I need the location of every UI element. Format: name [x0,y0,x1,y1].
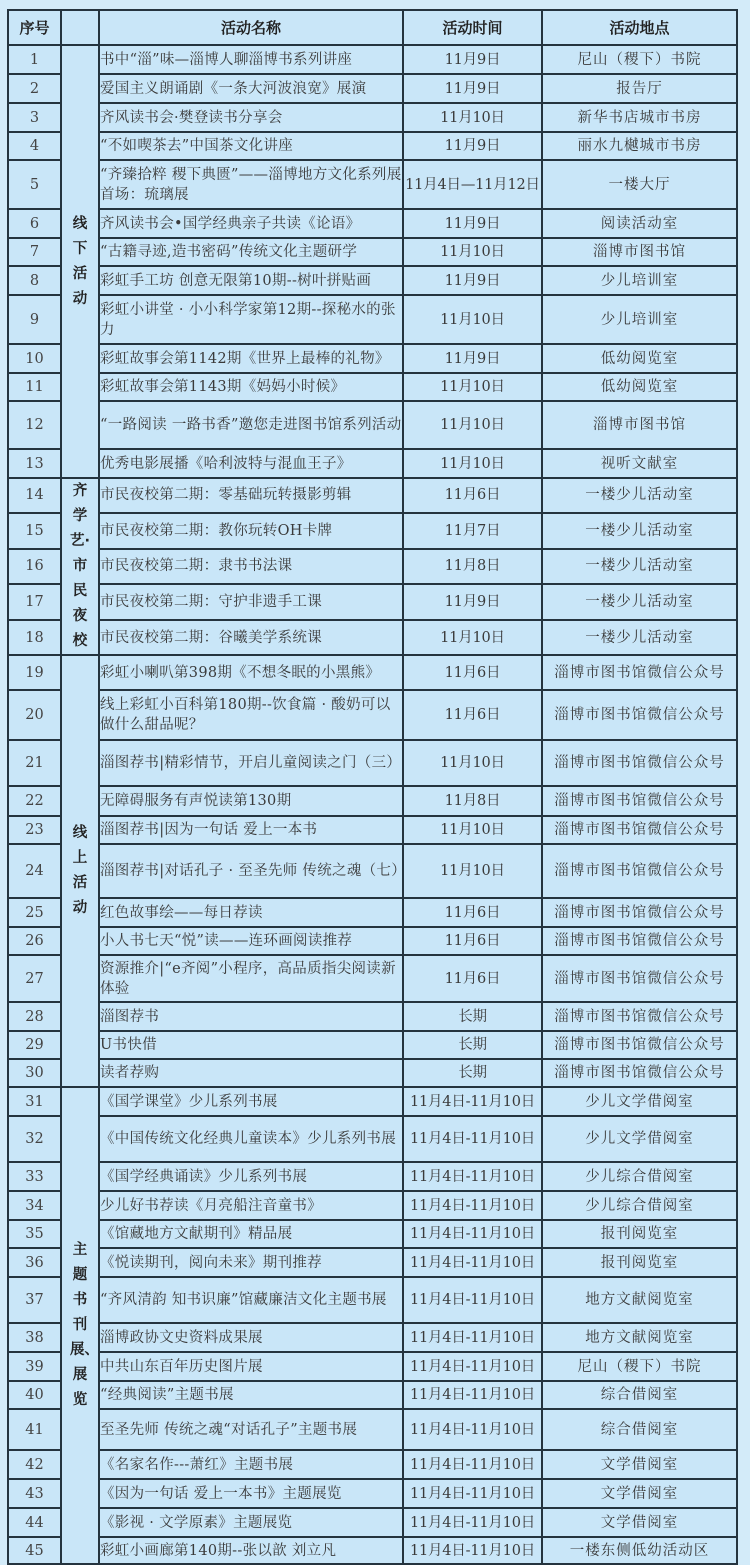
category-cell [61,655,99,1087]
row-index: 9 [8,295,61,344]
row-index: 15 [8,513,61,549]
row-index: 34 [8,1191,61,1220]
table-row [8,620,737,655]
row-index: 19 [8,655,61,690]
activity-name: 淄图荐书|对话孔子 · 至圣先师 传统之魂（七） [99,844,403,898]
table-row [8,1323,737,1352]
row-index: 29 [8,1031,61,1059]
activity-time: 11月4日-11月10日 [403,1191,542,1220]
activity-time: 11月9日 [403,209,542,238]
activity-time: 11月10日 [403,238,542,266]
table-header-row [8,10,737,45]
activity-place: 少儿培训室 [542,295,737,344]
activity-place: 淄博市图书馆微信公众号 [542,1059,737,1087]
activity-time: 11月9日 [403,266,542,295]
activity-time: 11月4日-11月10日 [403,1537,542,1564]
activity-time: 11月10日 [403,620,542,655]
activity-time: 11月10日 [403,816,542,844]
activity-place: 尼山（稷下）书院 [542,1352,737,1381]
activity-time: 11月8日 [403,786,542,816]
category-cell [61,478,99,655]
activity-name: 红色故事绘——每日荐读 [99,898,403,927]
category-cell [61,1087,99,1564]
category-label: 齐学艺·市民夜校 [70,483,91,649]
activity-place: 阅读活动室 [542,209,737,238]
activity-time: 11月10日 [403,103,542,132]
activity-name: 齐风读书会•国学经典亲子共读《论语》 [99,209,403,238]
row-index: 37 [8,1277,61,1323]
row-index: 7 [8,238,61,266]
table-row [8,844,737,898]
activity-place: 淄博市图书馆微信公众号 [542,1031,737,1059]
activity-time: 11月9日 [403,74,542,103]
activity-name: 至圣先师 传统之魂“对话孔子”主题书展 [99,1409,403,1450]
table-row [8,1352,737,1381]
activity-name: 淄图荐书|因为一句话 爱上一本书 [99,816,403,844]
activity-time: 11月4日-11月10日 [403,1323,542,1352]
row-index: 17 [8,584,61,620]
row-index: 12 [8,401,61,449]
activity-name: “经典阅读”主题书展 [99,1381,403,1409]
activity-name: “不如喫茶去”中国茶文化讲座 [99,132,403,160]
activity-name: 齐风读书会·樊登读书分享会 [99,103,403,132]
row-index: 41 [8,1409,61,1450]
row-index: 30 [8,1059,61,1087]
table-row [8,1479,737,1508]
activity-name: 市民夜校第二期：零基础玩转摄影剪辑 [99,478,403,513]
table-row [8,690,737,740]
row-index: 6 [8,209,61,238]
table-row [8,266,737,295]
activity-place: 淄博市图书馆微信公众号 [542,816,737,844]
activity-time: 11月10日 [403,449,542,478]
row-index: 27 [8,955,61,1002]
activity-place: 文学借阅室 [542,1479,737,1508]
row-index: 39 [8,1352,61,1381]
table-row [8,1116,737,1162]
activity-time: 11月6日 [403,690,542,740]
category-cell [61,45,99,478]
activity-place: 淄博市图书馆微信公众号 [542,898,737,927]
activity-name: 市民夜校第二期：教你玩转OH卡牌 [99,513,403,549]
activity-time: 11月4日-11月10日 [403,1381,542,1409]
activity-place: 一楼少儿活动室 [542,549,737,584]
activity-time: 11月4日-11月10日 [403,1479,542,1508]
table-row [8,45,737,74]
activity-name: 彩虹小画廊第140期--张以歆 刘立凡 [99,1537,403,1564]
table-row [8,74,737,103]
activity-place: 文学借阅室 [542,1508,737,1537]
row-index: 26 [8,927,61,955]
table-row [8,1508,737,1537]
activity-place: 淄博市图书馆 [542,401,737,449]
activity-time: 11月4日-11月10日 [403,1450,542,1479]
row-index: 14 [8,478,61,513]
table-row [8,1537,737,1564]
category-label: 线下活动 [72,215,88,307]
activity-place: 综合借阅室 [542,1409,737,1450]
activity-name: 读者荐购 [99,1059,403,1087]
table-row [8,344,737,373]
activity-place: 尼山（稷下）书院 [542,45,737,74]
category-label: 主题书刊展、展览 [70,1242,99,1408]
row-index: 1 [8,45,61,74]
row-index: 3 [8,103,61,132]
activity-place: 少儿综合借阅室 [542,1191,737,1220]
activity-place: 淄博市图书馆微信公众号 [542,955,737,1002]
activity-time: 长期 [403,1002,542,1031]
table-row [8,1409,737,1450]
activity-place: 淄博市图书馆 [542,238,737,266]
header-category [61,10,99,45]
row-index: 10 [8,344,61,373]
table-row [8,1220,737,1248]
activity-place: 低幼阅览室 [542,344,737,373]
table-row [8,1381,737,1409]
activity-time: 11月4日-11月10日 [403,1162,542,1191]
header-activity-time: 活动时间 [403,10,542,45]
activity-place: 一楼少儿活动室 [542,620,737,655]
activity-name: “齐风清韵 知书识廉”馆藏廉洁文化主题书展 [99,1277,403,1323]
table-row [8,1162,737,1191]
table-row [8,1087,737,1116]
table-row [8,955,737,1002]
row-index: 42 [8,1450,61,1479]
activity-name: 少儿好书荐读《月亮船注音童书》 [99,1191,403,1220]
activity-place: 丽水九樾城市书房 [542,132,737,160]
activity-name: 彩虹小讲堂 · 小小科学家第12期--探秘水的张力 [99,295,403,344]
row-index: 45 [8,1537,61,1564]
table-row [8,103,737,132]
activity-name: 《馆藏地方文献期刊》精品展 [99,1220,403,1248]
activity-time: 11月9日 [403,344,542,373]
header-activity-name: 活动名称 [99,10,403,45]
activity-name: “一路阅读 一路书香”邀您走进图书馆系列活动 [99,401,403,449]
activity-time: 11月4日-11月10日 [403,1248,542,1277]
activity-name: 《名家名作---萧红》主题书展 [99,1450,403,1479]
activity-name: 无障碍服务有声悦读第130期 [99,786,403,816]
table-body [8,45,737,1564]
activity-time: 11月10日 [403,373,542,401]
table-row [8,132,737,160]
activity-name: 淄图荐书 [99,1002,403,1031]
activity-time: 11月4日-11月10日 [403,1508,542,1537]
row-index: 8 [8,266,61,295]
table-row [8,1248,737,1277]
row-index: 23 [8,816,61,844]
table-row [8,513,737,549]
row-index: 2 [8,74,61,103]
activity-time: 11月6日 [403,898,542,927]
table-row [8,927,737,955]
activity-time: 11月4日-11月10日 [403,1116,542,1162]
activity-time: 11月4日-11月10日 [403,1087,542,1116]
table-row [8,584,737,620]
activity-time: 长期 [403,1059,542,1087]
activity-time: 11月9日 [403,132,542,160]
activity-place: 少儿综合借阅室 [542,1162,737,1191]
activity-name: 资源推介|“e齐阅”小程序，高品质指尖阅读新体验 [99,955,403,1002]
activity-place: 新华书店城市书房 [542,103,737,132]
activity-name: 彩虹故事会第1142期《世界上最棒的礼物》 [99,344,403,373]
row-index: 20 [8,690,61,740]
activity-time: 11月7日 [403,513,542,549]
activity-name: 《因为一句话 爱上一本书》主题展览 [99,1479,403,1508]
activity-name: 《悦读期刊，阅向未来》期刊推荐 [99,1248,403,1277]
activity-name: 中共山东百年历史图片展 [99,1352,403,1381]
activity-place: 地方文献阅览室 [542,1277,737,1323]
table-row [8,401,737,449]
row-index: 5 [8,160,61,209]
row-index: 25 [8,898,61,927]
activity-time: 11月10日 [403,740,542,786]
activity-place: 一楼少儿活动室 [542,478,737,513]
activity-time: 11月9日 [403,45,542,74]
activity-place: 一楼少儿活动室 [542,513,737,549]
activity-place: 淄博市图书馆微信公众号 [542,740,737,786]
activity-place: 淄博市图书馆微信公众号 [542,927,737,955]
activity-place: 视听文献室 [542,449,737,478]
activity-name: 市民夜校第二期：谷曦美学系统课 [99,620,403,655]
activity-place: 淄博市图书馆微信公众号 [542,1002,737,1031]
activity-time: 11月4日-11月10日 [403,1352,542,1381]
header-activity-place: 活动地点 [542,10,737,45]
activity-name: 淄图荐书|精彩情节，开启儿童阅读之门（三） [99,740,403,786]
row-index: 32 [8,1116,61,1162]
table-row [8,1450,737,1479]
activity-place: 少儿培训室 [542,266,737,295]
table-row [8,478,737,513]
category-label: 线上活动 [72,825,88,916]
row-index: 31 [8,1087,61,1116]
row-index: 43 [8,1479,61,1508]
activity-name: 优秀电影展播《哈利波特与混血王子》 [99,449,403,478]
activity-time: 11月10日 [403,295,542,344]
activity-place: 报刊阅览室 [542,1248,737,1277]
table-row [8,898,737,927]
table-row [8,549,737,584]
activity-place: 少儿文学借阅室 [542,1087,737,1116]
activity-place: 淄博市图书馆微信公众号 [542,844,737,898]
activity-time: 11月4日-11月10日 [403,1409,542,1450]
row-index: 13 [8,449,61,478]
activity-name: 彩虹故事会第1143期《妈妈小时候》 [99,373,403,401]
table-row [8,1002,737,1031]
row-index: 44 [8,1508,61,1537]
activity-place: 一楼少儿活动室 [542,584,737,620]
activity-name: 《国学经典诵读》少儿系列书展 [99,1162,403,1191]
table-row [8,816,737,844]
table-row [8,449,737,478]
activity-time: 11月6日 [403,478,542,513]
table-row [8,1059,737,1087]
activity-name: 《中国传统文化经典儿童读本》少儿系列书展 [99,1116,403,1162]
row-index: 24 [8,844,61,898]
activity-name: 小人书七天“悦”读——连环画阅读推荐 [99,927,403,955]
activity-place: 低幼阅览室 [542,373,737,401]
table-row [8,1191,737,1220]
activity-place: 淄博市图书馆微信公众号 [542,786,737,816]
activity-place: 一楼大厅 [542,160,737,209]
row-index: 40 [8,1381,61,1409]
row-index: 22 [8,786,61,816]
activity-time: 11月10日 [403,844,542,898]
row-index: 16 [8,549,61,584]
header-index: 序号 [8,10,61,45]
activity-name: “古籍寻迹,造书密码”传统文化主题研学 [99,238,403,266]
activity-name: 市民夜校第二期：隶书书法课 [99,549,403,584]
row-index: 4 [8,132,61,160]
activity-place: 文学借阅室 [542,1450,737,1479]
activity-name: 《国学课堂》少儿系列书展 [99,1087,403,1116]
table-row [8,373,737,401]
activity-place: 淄博市图书馆微信公众号 [542,655,737,690]
activity-name: “齐臻拾粹 稷下典匮”——淄博地方文化系列展首场：琉璃展 [99,160,403,209]
activity-place: 一楼东侧低幼活动区 [542,1537,737,1564]
row-index: 11 [8,373,61,401]
activity-name: 彩虹小喇叭第398期《不想冬眠的小黑熊》 [99,655,403,690]
table-row [8,1277,737,1323]
activity-place: 少儿文学借阅室 [542,1116,737,1162]
activity-time: 11月4日-11月10日 [403,1277,542,1323]
activity-place: 报刊阅览室 [542,1220,737,1248]
activity-place: 淄博市图书馆微信公众号 [542,690,737,740]
activity-time: 长期 [403,1031,542,1059]
row-index: 35 [8,1220,61,1248]
activity-time: 11月6日 [403,655,542,690]
activity-time: 11月10日 [403,401,542,449]
activity-schedule-table [7,9,738,1565]
row-index: 18 [8,620,61,655]
table-row [8,740,737,786]
activity-place: 报告厅 [542,74,737,103]
activity-name: U书快借 [99,1031,403,1059]
activity-time: 11月6日 [403,955,542,1002]
activity-name: 《影视 · 文学原素》主题展览 [99,1508,403,1537]
activity-place: 综合借阅室 [542,1381,737,1409]
table-row [8,655,737,690]
activity-name: 市民夜校第二期：守护非遗手工课 [99,584,403,620]
activity-name: 淄博政协文史资料成果展 [99,1323,403,1352]
activity-name: 彩虹手工坊 创意无限第10期--树叶拼贴画 [99,266,403,295]
activity-time: 11月4日—11月12日 [403,160,542,209]
activity-time: 11月6日 [403,927,542,955]
activity-time: 11月9日 [403,584,542,620]
row-index: 36 [8,1248,61,1277]
row-index: 33 [8,1162,61,1191]
table-row [8,295,737,344]
row-index: 21 [8,740,61,786]
activity-time: 11月4日-11月10日 [403,1220,542,1248]
activity-name: 爱国主义朗诵剧《一条大河波浪宽》展演 [99,74,403,103]
row-index: 38 [8,1323,61,1352]
table-row [8,238,737,266]
activity-place: 地方文献阅览室 [542,1323,737,1352]
activity-name: 书中“淄”味—淄博人聊淄博书系列讲座 [99,45,403,74]
table-row [8,209,737,238]
row-index: 28 [8,1002,61,1031]
table-row [8,1031,737,1059]
table-row [8,786,737,816]
activity-time: 11月8日 [403,549,542,584]
table-row [8,160,737,209]
activity-name: 线上彩虹小百科第180期--饮食篇 · 酸奶可以做什么甜品呢？ [99,690,403,740]
